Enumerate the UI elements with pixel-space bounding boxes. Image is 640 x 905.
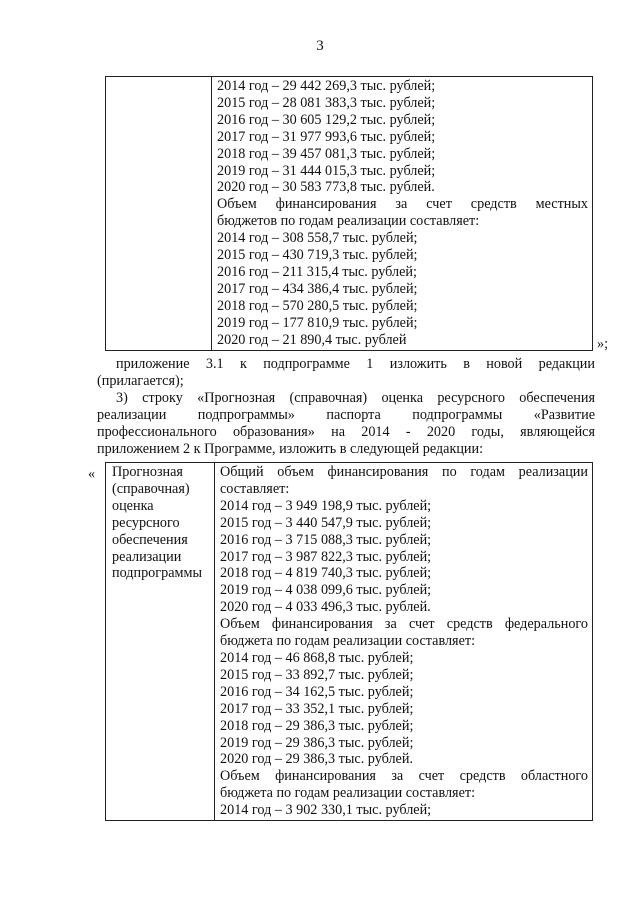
paragraph-line: профессионального образования» на 2014 - 2020 годы, являющейся [97,423,595,440]
local-budget-heading-cont: бюджетов по годам реализации составляет: [217,213,480,230]
funding-values-cell [212,77,593,351]
year-line: 2014 год – 29 442 269,3 тыс. рублей; [217,78,436,94]
table-empty-label-cell [106,77,212,351]
total-year-line: 2020 год – 4 033 496,3 тыс. рублей. [220,599,431,616]
local-year-line: 2017 год – 434 386,4 тыс. рублей; [217,280,418,297]
page-number: 3 [316,38,324,54]
local-year-line: 2018 год – 570 280,5 тыс. рублей; [217,297,418,314]
regional-budget-heading-cont: бюджета по годам реализации составляет: [220,785,476,802]
regional-budget-heading: Объем финансирования за счет средств областного [220,768,588,785]
local-year-line: 2020 год – 21 890,4 тыс. рублей [217,331,407,348]
federal-year-line: 2016 год – 34 162,5 тыс. рублей; [220,683,414,700]
year-line: 2016 год – 30 605 129,2 тыс. рублей; [217,111,436,128]
row-label-line: (справочная) [112,480,190,497]
local-year-line: 2014 год – 308 558,7 тыс. рублей; [217,230,418,247]
row-label-line: подпрограммы [112,565,202,582]
total-year-line: 2018 год – 4 819 740,3 тыс. рублей; [220,565,432,582]
year-line: 2017 год – 31 977 993,6 тыс. рублей; [217,128,436,145]
paragraph-line: приложением 2 к Программе, изложить в следующей редакции: [97,440,484,457]
year-line: 2018 год – 39 457 081,3 тыс. рублей; [217,145,436,162]
local-year-line: 2016 год – 211 315,4 тыс. рублей; [217,263,417,280]
row-label-line: Прогнозная [112,464,183,480]
year-line: 2019 год – 31 444 015,3 тыс. рублей; [217,162,436,179]
paragraph-item-3 [97,390,595,458]
federal-budget-heading-cont: бюджета по годам реализации составляет: [220,633,476,650]
forecast-funding-table [105,462,593,821]
row-label-line: ресурсного [112,514,180,531]
total-funding-heading-cont: составляет: [220,480,290,497]
paragraph-line: (прилагается); [97,372,184,389]
row-label-line: оценка [112,497,154,514]
total-year-line: 2015 год – 3 440 547,9 тыс. рублей; [220,514,432,531]
local-budget-heading: Объем финансирования за счет средств местных [217,196,588,213]
paragraph-appendix [97,356,595,390]
funding-values-cell [215,463,593,821]
federal-year-line: 2015 год – 33 892,7 тыс. рублей; [220,666,414,683]
local-year-line: 2019 год – 177 810,9 тыс. рублей; [217,314,418,331]
federal-year-line: 2018 год – 29 386,3 тыс. рублей; [220,717,414,734]
federal-budget-heading: Объем финансирования за счет средств федерального [220,616,588,633]
federal-year-line: 2019 год – 29 386,3 тыс. рублей; [220,734,414,751]
total-year-line: 2016 год – 3 715 088,3 тыс. рублей; [220,531,432,548]
federal-year-line: 2020 год – 29 386,3 тыс. рублей. [220,751,413,768]
federal-year-line: 2017 год – 33 352,1 тыс. рублей; [220,700,414,717]
federal-year-line: 2014 год – 46 868,8 тыс. рублей; [220,649,414,666]
paragraph-line: приложение 3.1 к подпрограмме 1 изложить в новой редакции [116,356,595,372]
paragraph-line: 3) строку «Прогнозная (справочная) оценка ресурсного обеспечения [116,390,595,406]
row-label-cell [106,463,215,821]
paragraph-line: реализации подпрограммы» паспорта подпрограммы «Развитие [97,406,595,423]
year-line: 2015 год – 28 081 383,3 тыс. рублей; [217,94,436,111]
row-label-line: реализации [112,548,182,565]
funding-table-continued [105,76,593,351]
opening-quote: « [88,466,96,482]
regional-year-line: 2014 год – 3 902 330,1 тыс. рублей; [220,802,432,819]
row-label-line: обеспечения [112,531,188,548]
total-year-line: 2017 год – 3 987 822,3 тыс. рублей; [220,548,432,565]
total-funding-heading: Общий объем финансирования по годам реализации [220,464,588,480]
total-year-line: 2019 год – 4 038 099,6 тыс. рублей; [220,582,432,599]
closing-quote: »; [597,336,609,352]
year-line: 2020 год – 30 583 773,8 тыс. рублей. [217,179,435,196]
total-year-line: 2014 год – 3 949 198,9 тыс. рублей; [220,497,432,514]
local-year-line: 2015 год – 430 719,3 тыс. рублей; [217,247,418,264]
